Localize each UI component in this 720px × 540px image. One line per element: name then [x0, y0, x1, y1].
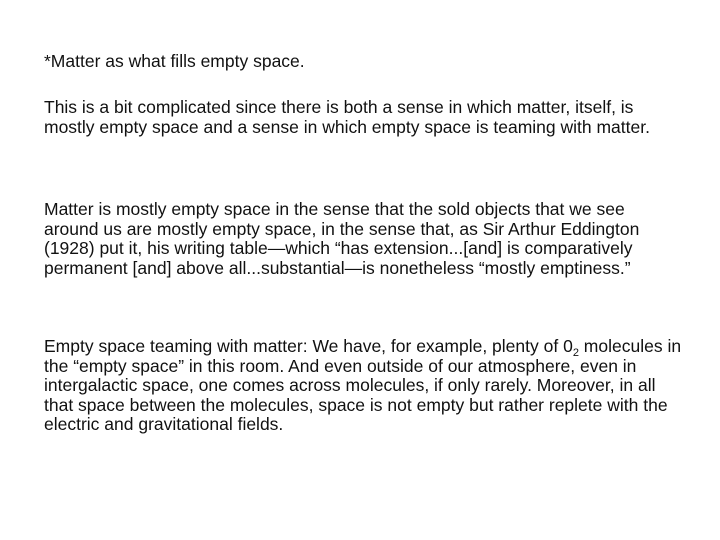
paragraph-complicated-sense: This is a bit complicated since there is both a sense in which matter, itself, is mostly empty space and a sense in which empty space is teaming with matter.	[44, 97, 650, 137]
paragraph-eddington-quote: Matter is mostly empty space in the sense that the sold objects that we see around us are mostly empty space, in the sense that, as Sir Arthur Eddington (1928) put it, his writing table—which “has extension...[and] is comparatively permanent [and] above all...substantial—is nonetheless “mostly emptiness.”	[44, 199, 640, 278]
paragraph-3-text-before: Empty space teaming with matter: We have, for example, plenty of 0	[44, 336, 573, 356]
oxygen-subscript: 2	[572, 347, 579, 359]
paragraph-3-text-after: molecules in the “empty space” in this room. And even outside of our atmosphere, even in intergalactic space, one comes across molecules, if only rarely. Moreover, in all that space between the molecules, space is not empty but rather replete with the electric and gravitational fields.	[44, 336, 682, 434]
paragraph-empty-space-matter	[44, 337, 684, 435]
slide-heading: *Matter as what fills empty space.	[44, 51, 305, 71]
